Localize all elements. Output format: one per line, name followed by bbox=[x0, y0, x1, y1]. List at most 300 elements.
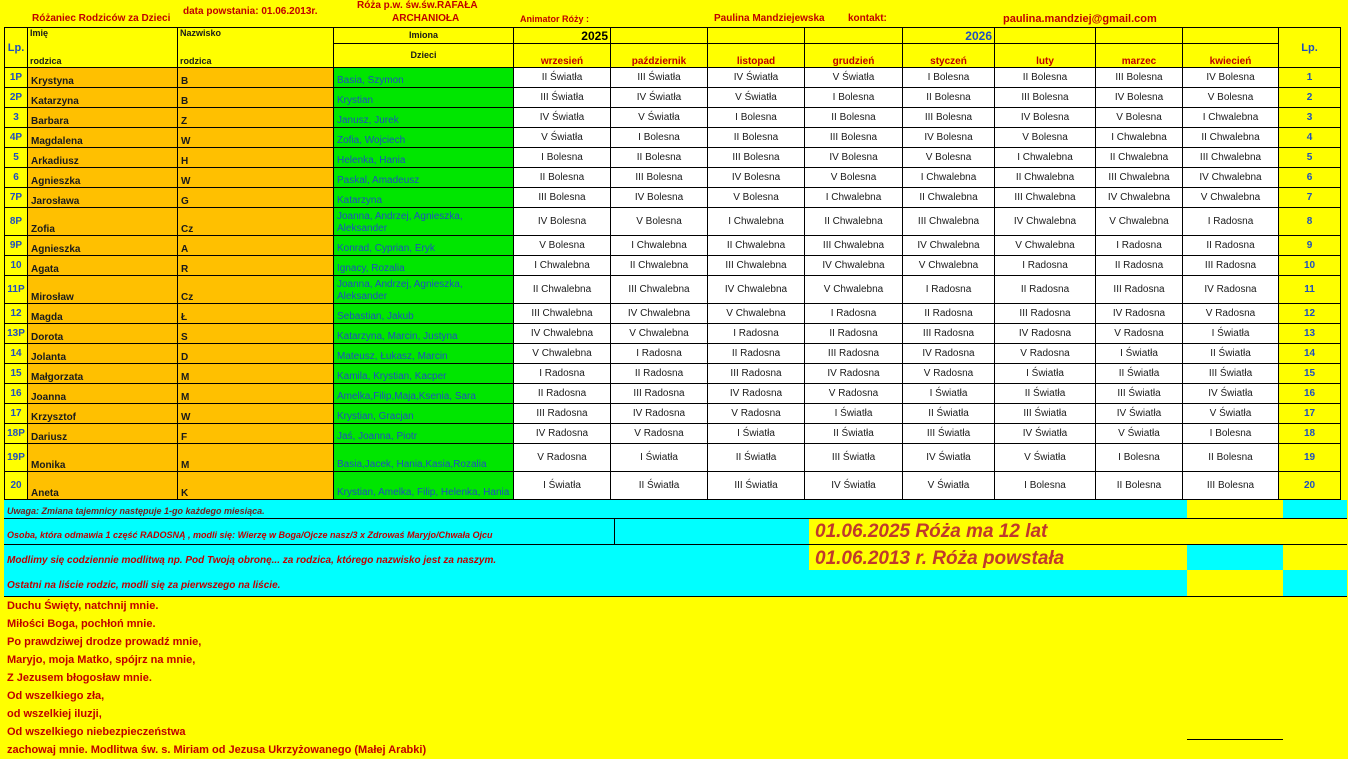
mystery-cell: V Radosna bbox=[708, 404, 805, 424]
parent-last-initial: W bbox=[178, 168, 334, 188]
mystery-cell: I Światła bbox=[708, 424, 805, 444]
parent-last-initial: S bbox=[178, 324, 334, 344]
mystery-cell: II Chwalebna bbox=[514, 276, 611, 304]
mystery-cell: II Światła bbox=[903, 404, 995, 424]
row-number: 15 bbox=[5, 364, 28, 384]
mystery-cell: IV Radosna bbox=[611, 404, 708, 424]
prayer-line: Z Jezusem błogosław mnie. bbox=[7, 672, 152, 684]
parent-first-name: Jarosława bbox=[28, 188, 178, 208]
first-name-header: Imię bbox=[28, 28, 178, 44]
mystery-cell: V Światła bbox=[611, 108, 708, 128]
prayer-line: Po prawdziwej drodze prowadź mnie, bbox=[7, 636, 202, 648]
row-number: 1P bbox=[5, 68, 28, 88]
parent-first-name: Małgorzata bbox=[28, 364, 178, 384]
row-number: 13P bbox=[5, 324, 28, 344]
mystery-cell: V Bolesna bbox=[805, 168, 903, 188]
row-number-right: 7 bbox=[1279, 188, 1341, 208]
notes-cyan-block bbox=[1187, 544, 1283, 570]
parent-last-initial: Z bbox=[178, 108, 334, 128]
parent-first-name: Agnieszka bbox=[28, 168, 178, 188]
prayer-line: Duchu Święty, natchnij mnie. bbox=[7, 600, 159, 612]
mystery-cell: III Światła bbox=[514, 88, 611, 108]
mystery-cell: I Radosna bbox=[611, 344, 708, 364]
mystery-cell: III Bolesna bbox=[611, 168, 708, 188]
notes-divider-2 bbox=[4, 544, 1347, 545]
parent-first-name: Monika bbox=[28, 444, 178, 472]
mystery-cell: I Światła bbox=[1096, 344, 1183, 364]
row-number: 16 bbox=[5, 384, 28, 404]
notes-divider-1 bbox=[4, 518, 1347, 519]
mystery-cell: IV Bolesna bbox=[514, 208, 611, 236]
last-name-header-sub: rodzica bbox=[178, 44, 334, 68]
prayer-line: od wszelkiej iluzji, bbox=[7, 708, 102, 720]
table-row bbox=[5, 472, 1341, 500]
month-header: marzec bbox=[1096, 44, 1183, 68]
parent-last-initial: G bbox=[178, 188, 334, 208]
mystery-cell: III Światła bbox=[1183, 364, 1279, 384]
table-row bbox=[5, 168, 1341, 188]
mystery-cell: II Radosna bbox=[514, 384, 611, 404]
row-number-right: 14 bbox=[1279, 344, 1341, 364]
mystery-cell: V Światła bbox=[903, 472, 995, 500]
parent-first-name: Barbara bbox=[28, 108, 178, 128]
mystery-cell: III Bolesna bbox=[903, 108, 995, 128]
mystery-cell: V Światła bbox=[708, 88, 805, 108]
mystery-cell: III Światła bbox=[708, 472, 805, 500]
mystery-cell: III Światła bbox=[611, 68, 708, 88]
names-header: Imiona bbox=[334, 28, 514, 44]
year-2026: 2026 bbox=[903, 28, 995, 44]
mystery-cell: I Chwalebna bbox=[611, 236, 708, 256]
contact-label: kontakt: bbox=[848, 13, 887, 24]
mystery-cell: IV Chwalebna bbox=[1096, 188, 1183, 208]
parent-first-name: Arkadiusz bbox=[28, 148, 178, 168]
parent-first-name: Katarzyna bbox=[28, 88, 178, 108]
mystery-cell: V Radosna bbox=[611, 424, 708, 444]
row-number: 2P bbox=[5, 88, 28, 108]
row-number-right: 10 bbox=[1279, 256, 1341, 276]
mystery-cell: IV Radosna bbox=[1183, 276, 1279, 304]
children-names: Helenka, Hania bbox=[334, 148, 514, 168]
note-radosna: Osoba, która odmawia 1 część RADOSNĄ , modli się: Wierzę w Boga/Ojcze nasz/3 x Zdrowaś Maryjo/Chwała Ojcu bbox=[7, 530, 493, 540]
mystery-cell: I Chwalebna bbox=[903, 168, 995, 188]
row-number-right: 3 bbox=[1279, 108, 1341, 128]
signature-line bbox=[1187, 739, 1283, 740]
parent-last-initial: Cz bbox=[178, 276, 334, 304]
mystery-cell: IV Radosna bbox=[805, 364, 903, 384]
mystery-cell: III Bolesna bbox=[995, 88, 1096, 108]
mystery-cell: III Bolesna bbox=[514, 188, 611, 208]
parent-last-initial: Ł bbox=[178, 304, 334, 324]
row-number: 17 bbox=[5, 404, 28, 424]
lp-header: Lp. bbox=[5, 28, 28, 68]
children-names: Ignacy, Rozalia bbox=[334, 256, 514, 276]
mystery-cell: V Bolesna bbox=[514, 236, 611, 256]
mystery-cell: I Radosna bbox=[903, 276, 995, 304]
mystery-cell: III Radosna bbox=[995, 304, 1096, 324]
mystery-cell: IV Światła bbox=[903, 444, 995, 472]
mystery-cell: III Bolesna bbox=[805, 128, 903, 148]
note-last-parent: Ostatni na liście rodzic, modli się za pierwszego na liście. bbox=[7, 580, 281, 591]
parent-last-initial: K bbox=[178, 472, 334, 500]
lp-header-right: Lp. bbox=[1279, 28, 1341, 68]
table-row bbox=[5, 384, 1341, 404]
parent-first-name: Krystyna bbox=[28, 68, 178, 88]
prayer-line: Od wszelkiego niebezpieczeństwa bbox=[7, 726, 186, 738]
mystery-cell: I Radosna bbox=[708, 324, 805, 344]
row-number-right: 1 bbox=[1279, 68, 1341, 88]
mystery-cell: II Chwalebna bbox=[611, 256, 708, 276]
row-number-right: 18 bbox=[1279, 424, 1341, 444]
mystery-cell: IV Radosna bbox=[514, 424, 611, 444]
mystery-cell: IV Radosna bbox=[903, 344, 995, 364]
animator-name: Paulina Mandziejewska bbox=[714, 13, 825, 24]
mystery-cell: III Światła bbox=[903, 424, 995, 444]
row-number: 5 bbox=[5, 148, 28, 168]
mystery-cell: I Światła bbox=[903, 384, 995, 404]
mystery-cell: IV Chwalebna bbox=[708, 276, 805, 304]
mystery-cell: III Światła bbox=[805, 444, 903, 472]
children-names: Paskal, Amadeusz bbox=[334, 168, 514, 188]
parent-last-initial: B bbox=[178, 88, 334, 108]
parent-first-name: Aneta bbox=[28, 472, 178, 500]
mystery-cell: V Chwalebna bbox=[805, 276, 903, 304]
mystery-cell: IV Światła bbox=[611, 88, 708, 108]
notes-vertical-divider bbox=[614, 519, 615, 544]
parent-last-initial: W bbox=[178, 404, 334, 424]
mystery-cell: I Bolesna bbox=[1183, 424, 1279, 444]
mystery-cell: III Chwalebna bbox=[805, 236, 903, 256]
mystery-cell: IV Radosna bbox=[995, 324, 1096, 344]
mystery-cell: V Chwalebna bbox=[514, 344, 611, 364]
row-number: 10 bbox=[5, 256, 28, 276]
mystery-cell: IV Radosna bbox=[1096, 304, 1183, 324]
table-row bbox=[5, 108, 1341, 128]
mystery-cell: V Chwalebna bbox=[1096, 208, 1183, 236]
mystery-cell: II Bolesna bbox=[1096, 472, 1183, 500]
table-row bbox=[5, 188, 1341, 208]
parent-first-name: Mirosław bbox=[28, 276, 178, 304]
mystery-cell: II Bolesna bbox=[1183, 444, 1279, 472]
mystery-cell: II Światła bbox=[1183, 344, 1279, 364]
mystery-cell: III Chwalebna bbox=[708, 256, 805, 276]
parent-last-initial: D bbox=[178, 344, 334, 364]
prayer-line: Od wszelkiego zła, bbox=[7, 690, 105, 702]
mystery-cell: II Chwalebna bbox=[903, 188, 995, 208]
prayer-line: Maryjo, moja Matko, spójrz na mnie, bbox=[7, 654, 196, 666]
row-number-right: 2 bbox=[1279, 88, 1341, 108]
row-number-right: 13 bbox=[1279, 324, 1341, 344]
children-names: Joanna, Andrzej, Agnieszka, Aleksander bbox=[334, 276, 514, 304]
mystery-cell: II Bolesna bbox=[805, 108, 903, 128]
mystery-cell: II Światła bbox=[708, 444, 805, 472]
row-number-right: 11 bbox=[1279, 276, 1341, 304]
month-header: listopad bbox=[708, 44, 805, 68]
row-number: 3 bbox=[5, 108, 28, 128]
year-2025: 2025 bbox=[514, 28, 611, 44]
mystery-cell: III Chwalebna bbox=[1183, 148, 1279, 168]
table-row bbox=[5, 424, 1341, 444]
mystery-cell: I Chwalebna bbox=[1183, 108, 1279, 128]
mystery-cell: V Bolesna bbox=[708, 188, 805, 208]
children-names: Janusz, Jurek bbox=[334, 108, 514, 128]
children-names: Katarzyna bbox=[334, 188, 514, 208]
table-row bbox=[5, 404, 1341, 424]
row-number: 18P bbox=[5, 424, 28, 444]
row-number-right: 12 bbox=[1279, 304, 1341, 324]
parent-last-initial: M bbox=[178, 384, 334, 404]
mystery-cell: V Radosna bbox=[1183, 304, 1279, 324]
mystery-cell: V Bolesna bbox=[1183, 88, 1279, 108]
mystery-cell: V Radosna bbox=[514, 444, 611, 472]
mystery-cell: III Chwalebna bbox=[514, 304, 611, 324]
children-names: Katarzyna, Marcin, Justyna bbox=[334, 324, 514, 344]
mystery-cell: III Chwalebna bbox=[903, 208, 995, 236]
mystery-cell: I Światła bbox=[514, 472, 611, 500]
mystery-cell: III Radosna bbox=[514, 404, 611, 424]
group-name: Różaniec Rodziców za Dzieci bbox=[32, 13, 171, 24]
children-names: Joanna, Andrzej, Agnieszka, Aleksander bbox=[334, 208, 514, 236]
notes-cyan-strip-bottom bbox=[809, 570, 1187, 596]
table-row bbox=[5, 68, 1341, 88]
note-daily-prayer: Modlimy się codziennie modlitwą np. Pod Twoją obronę... za rodzica, którego nazwisko jest za naszym. bbox=[7, 555, 497, 566]
mystery-cell: I Światła bbox=[1183, 324, 1279, 344]
row-number-right: 9 bbox=[1279, 236, 1341, 256]
mystery-cell: IV Chwalebna bbox=[805, 256, 903, 276]
parent-first-name: Magda bbox=[28, 304, 178, 324]
mystery-cell: IV Światła bbox=[1183, 384, 1279, 404]
mystery-cell: IV Światła bbox=[514, 108, 611, 128]
mystery-cell: V Światła bbox=[805, 68, 903, 88]
mystery-cell: I Chwalebna bbox=[708, 208, 805, 236]
mystery-cell: V Radosna bbox=[805, 384, 903, 404]
children-names: Amelka,Filip,Maja,Ksenia, Sara bbox=[334, 384, 514, 404]
mystery-cell: IV Światła bbox=[1096, 404, 1183, 424]
children-names: Zofia, Wojciech bbox=[334, 128, 514, 148]
row-number: 9P bbox=[5, 236, 28, 256]
mystery-cell: I Bolesna bbox=[995, 472, 1096, 500]
mystery-cell: V Bolesna bbox=[611, 208, 708, 236]
children-names: Mateusz, Łukasz, Marcin bbox=[334, 344, 514, 364]
mystery-cell: V Radosna bbox=[1096, 324, 1183, 344]
mystery-cell: V Chwalebna bbox=[611, 324, 708, 344]
row-number-right: 16 bbox=[1279, 384, 1341, 404]
mystery-cell: II Bolesna bbox=[995, 68, 1096, 88]
mystery-cell: I Bolesna bbox=[903, 68, 995, 88]
mystery-cell: IV Bolesna bbox=[1183, 68, 1279, 88]
parent-last-initial: A bbox=[178, 236, 334, 256]
row-number: 11P bbox=[5, 276, 28, 304]
mystery-cell: V Chwalebna bbox=[995, 236, 1096, 256]
mystery-cell: III Bolesna bbox=[1096, 68, 1183, 88]
mystery-cell: II Radosna bbox=[995, 276, 1096, 304]
parent-first-name: Dorota bbox=[28, 324, 178, 344]
mystery-cell: IV Chwalebna bbox=[995, 208, 1096, 236]
parent-last-initial: W bbox=[178, 128, 334, 148]
mystery-cell: I Światła bbox=[995, 364, 1096, 384]
mystery-cell: IV Bolesna bbox=[995, 108, 1096, 128]
prayer-line: zachowaj mnie. Modlitwa św. s. Miriam od Jezusa Ukrzyżowanego (Małej Arabki) bbox=[7, 744, 427, 756]
children-names: Basia, Szymon bbox=[334, 68, 514, 88]
row-number: 4P bbox=[5, 128, 28, 148]
mystery-cell: V Bolesna bbox=[1096, 108, 1183, 128]
mystery-cell: II Bolesna bbox=[903, 88, 995, 108]
parent-last-initial: H bbox=[178, 148, 334, 168]
row-number-right: 15 bbox=[1279, 364, 1341, 384]
parent-first-name: Jolanta bbox=[28, 344, 178, 364]
children-names: Krystian, Amelka, Filip, Helenka, Hania bbox=[334, 472, 514, 500]
children-names: Basia,Jacek, Hania,Kasia,Rozalia bbox=[334, 444, 514, 472]
mystery-cell: II Światła bbox=[1096, 364, 1183, 384]
row-number: 12 bbox=[5, 304, 28, 324]
rose-title-line2: ARCHANIOŁA bbox=[392, 13, 460, 24]
children-names: Kamila, Krystian, Kacper bbox=[334, 364, 514, 384]
children-names: Krystian bbox=[334, 88, 514, 108]
mystery-cell: V Chwalebna bbox=[903, 256, 995, 276]
mystery-cell: IV Światła bbox=[805, 472, 903, 500]
mystery-cell: IV Bolesna bbox=[805, 148, 903, 168]
mystery-cell: II Chwalebna bbox=[1183, 128, 1279, 148]
mystery-cell: II Światła bbox=[611, 472, 708, 500]
table-row bbox=[5, 128, 1341, 148]
row-number-right: 8 bbox=[1279, 208, 1341, 236]
children-names: Konrad, Cyprian, Eryk bbox=[334, 236, 514, 256]
parent-last-initial: F bbox=[178, 424, 334, 444]
mystery-cell: I Bolesna bbox=[1096, 444, 1183, 472]
mystery-cell: III Radosna bbox=[903, 324, 995, 344]
mystery-cell: II Bolesna bbox=[514, 168, 611, 188]
mystery-cell: II Radosna bbox=[903, 304, 995, 324]
mystery-cell: II Bolesna bbox=[708, 128, 805, 148]
mystery-cell: IV Chwalebna bbox=[903, 236, 995, 256]
row-number: 19P bbox=[5, 444, 28, 472]
mystery-cell: II Światła bbox=[514, 68, 611, 88]
mystery-cell: IV Chwalebna bbox=[1183, 168, 1279, 188]
parent-last-initial: M bbox=[178, 364, 334, 384]
rose-title-line1: Róża p.w. św.św.RAFAŁA bbox=[357, 0, 478, 11]
table-row bbox=[5, 88, 1341, 108]
mystery-cell: III Światła bbox=[1096, 384, 1183, 404]
mystery-cell: II Radosna bbox=[1096, 256, 1183, 276]
month-header: wrzesień bbox=[514, 44, 611, 68]
mystery-cell: II Radosna bbox=[805, 324, 903, 344]
prayer-line: Miłości Boga, pochłoń mnie. bbox=[7, 618, 156, 630]
mystery-cell: IV Światła bbox=[708, 68, 805, 88]
mystery-cell: III Radosna bbox=[1183, 256, 1279, 276]
note-change: Uwaga: Zmiana tajemnicy następuje 1-go każdego miesiąca. bbox=[7, 506, 265, 516]
row-number-right: 5 bbox=[1279, 148, 1341, 168]
founded-text: 01.06.2013 r. Róża powstała bbox=[815, 548, 1065, 569]
month-header: luty bbox=[995, 44, 1096, 68]
parent-last-initial: M bbox=[178, 444, 334, 472]
mystery-cell: V Światła bbox=[995, 444, 1096, 472]
parent-first-name: Magdalena bbox=[28, 128, 178, 148]
mystery-cell: I Radosna bbox=[1096, 236, 1183, 256]
mystery-cell: I Bolesna bbox=[805, 88, 903, 108]
table-row bbox=[5, 344, 1341, 364]
mystery-cell: IV Bolesna bbox=[708, 168, 805, 188]
mystery-cell: IV Bolesna bbox=[903, 128, 995, 148]
mystery-cell: II Chwalebna bbox=[1096, 148, 1183, 168]
mystery-cell: II Radosna bbox=[1183, 236, 1279, 256]
mystery-cell: III Chwalebna bbox=[995, 188, 1096, 208]
row-number: 20 bbox=[5, 472, 28, 500]
parent-first-name: Zofia bbox=[28, 208, 178, 236]
contact-email[interactable]: paulina.mandziej@gmail.com bbox=[1003, 13, 1157, 25]
mystery-cell: I Bolesna bbox=[708, 108, 805, 128]
prayer-block bbox=[7, 597, 426, 759]
mystery-cell: III Radosna bbox=[805, 344, 903, 364]
mystery-cell: I Radosna bbox=[805, 304, 903, 324]
parent-last-initial: Cz bbox=[178, 208, 334, 236]
row-number: 6 bbox=[5, 168, 28, 188]
mystery-cell: II Radosna bbox=[611, 364, 708, 384]
mystery-cell: IV Bolesna bbox=[1096, 88, 1183, 108]
mystery-cell: III Radosna bbox=[1096, 276, 1183, 304]
table-row bbox=[5, 256, 1341, 276]
table-row bbox=[5, 324, 1341, 344]
mystery-cell: II Światła bbox=[805, 424, 903, 444]
table-row bbox=[5, 276, 1341, 304]
mystery-cell: I Radosna bbox=[995, 256, 1096, 276]
mystery-cell: III Światła bbox=[995, 404, 1096, 424]
first-name-header-sub: rodzica bbox=[28, 44, 178, 68]
children-names: Jaś, Joanna, Piotr bbox=[334, 424, 514, 444]
mystery-cell: I Światła bbox=[805, 404, 903, 424]
table-row bbox=[5, 208, 1341, 236]
table-row bbox=[5, 148, 1341, 168]
row-number: 8P bbox=[5, 208, 28, 236]
kids-header: Dzieci bbox=[334, 44, 514, 68]
table-row bbox=[5, 364, 1341, 384]
parent-last-initial: B bbox=[178, 68, 334, 88]
mystery-cell: I Chwalebna bbox=[514, 256, 611, 276]
mystery-cell: I Bolesna bbox=[611, 128, 708, 148]
row-number: 7P bbox=[5, 188, 28, 208]
mystery-cell: V Radosna bbox=[903, 364, 995, 384]
mystery-cell: I Radosna bbox=[514, 364, 611, 384]
mystery-cell: I Chwalebna bbox=[995, 148, 1096, 168]
children-names: Sebastian, Jakub bbox=[334, 304, 514, 324]
mystery-cell: I Radosna bbox=[1183, 208, 1279, 236]
mystery-cell: V Światła bbox=[1096, 424, 1183, 444]
mystery-cell: IV Chwalebna bbox=[514, 324, 611, 344]
mystery-cell: II Radosna bbox=[708, 344, 805, 364]
mystery-cell: IV Bolesna bbox=[611, 188, 708, 208]
table-row bbox=[5, 444, 1341, 472]
mystery-cell: IV Światła bbox=[995, 424, 1096, 444]
row-number-right: 4 bbox=[1279, 128, 1341, 148]
table-row bbox=[5, 304, 1341, 324]
mystery-cell: V Chwalebna bbox=[1183, 188, 1279, 208]
row-number-right: 19 bbox=[1279, 444, 1341, 472]
mystery-cell: IV Radosna bbox=[708, 384, 805, 404]
month-header: kwiecień bbox=[1183, 44, 1279, 68]
mystery-cell: II Chwalebna bbox=[805, 208, 903, 236]
last-name-header: Nazwisko bbox=[178, 28, 334, 44]
children-names: Krystian, Gracjan bbox=[334, 404, 514, 424]
parent-first-name: Agnieszka bbox=[28, 236, 178, 256]
mystery-cell: I Chwalebna bbox=[805, 188, 903, 208]
mystery-cell: V Światła bbox=[1183, 404, 1279, 424]
notes-cyan-strip-top bbox=[809, 500, 1187, 518]
mystery-cell: III Bolesna bbox=[1183, 472, 1279, 500]
mystery-cell: III Chwalebna bbox=[611, 276, 708, 304]
month-header: styczeń bbox=[903, 44, 995, 68]
row-number-right: 17 bbox=[1279, 404, 1341, 424]
parent-first-name: Dariusz bbox=[28, 424, 178, 444]
mystery-cell: I Chwalebna bbox=[1096, 128, 1183, 148]
